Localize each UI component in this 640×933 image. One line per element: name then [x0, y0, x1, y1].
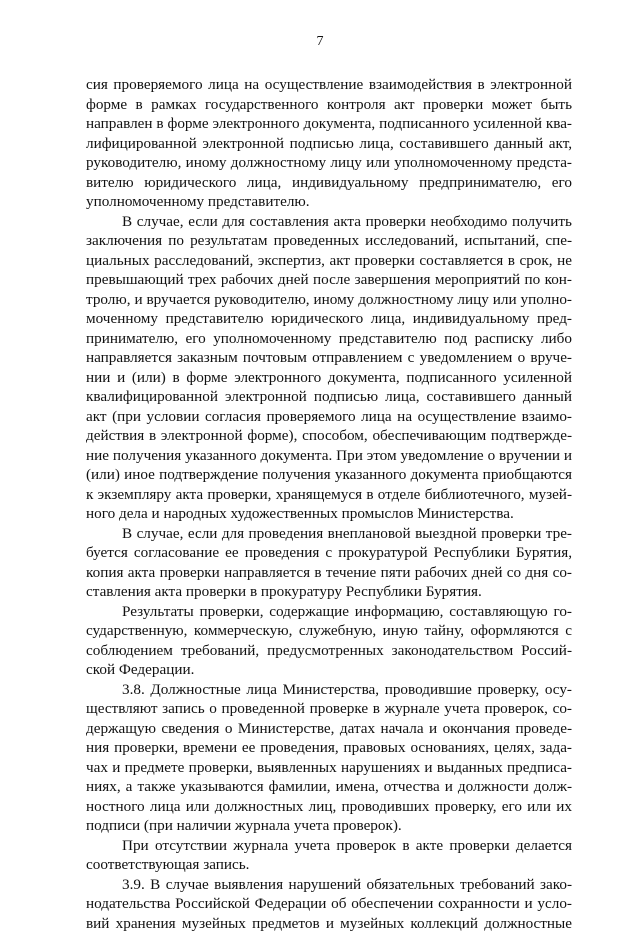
text-line: (или) иное подтверждение получения указанного документа приобщаются: [86, 465, 572, 485]
text-line: форме в рамках государственного контроля акт проверки может быть: [86, 95, 572, 115]
text-line: копия акта проверки направляется в течение пяти рабочих дней со дня со-: [86, 563, 572, 583]
text-line: 3.8. Должностные лица Министерства, проводившие проверку, осу-: [86, 680, 572, 700]
text-line: При отсутствии журнала учета проверок в акте проверки делается: [86, 836, 572, 856]
text-line: В случае, если для составления акта проверки необходимо получить: [86, 212, 572, 232]
text-line: акт (при условии согласия проверяемого лица на осуществление взаимо-: [86, 407, 572, 427]
text-line: соблюдением требований, предусмотренных законодательством Россий-: [86, 641, 572, 661]
text-line: к экземпляру акта проверки, хранящемуся в отделе библиотечного, музей-: [86, 485, 572, 505]
text-line: вий хранения музейных предметов и музейных коллекций должностные: [86, 914, 572, 933]
text-line: принимателю, его уполномоченному представителю под расписку либо: [86, 329, 572, 349]
text-line: ниях, а также указываются фамилии, имена, отчества и должности долж-: [86, 777, 572, 797]
text-line: сударственную, коммерческую, служебную, иную тайну, оформляются с: [86, 621, 572, 641]
text-line: нии и (или) в форме электронного документа, подписанного усиленной: [86, 368, 572, 388]
text-line: сия проверяемого лица на осуществление взаимодействия в электронной: [86, 75, 572, 95]
text-line: Результаты проверки, содержащие информацию, составляющую го-: [86, 602, 572, 622]
text-line: В случае, если для проведения внеплановой выездной проверки тре-: [86, 524, 572, 544]
text-line: вителю юридического лица, индивидуальному предпринимателю, его: [86, 173, 572, 193]
text-line: ния проверки, времени ее проведения, правовых основаниях, целях, зада-: [86, 738, 572, 758]
text-line: чах и предмете проверки, выявленных нарушениях и выданных предписа-: [86, 758, 572, 778]
text-line: циальных расследований, экспертиз, акт проверки составляется в срок, не: [86, 251, 572, 271]
text-line: руководителю, иному должностному лицу или уполномоченному предста-: [86, 153, 572, 173]
text-line: моченному представителю юридического лица, индивидуальному пред-: [86, 309, 572, 329]
text-line: тролю, и вручается руководителю, иному должностному лицу или уполно-: [86, 290, 572, 310]
text-line: ного дела и народных художественных промыслов Министерства.: [86, 504, 572, 524]
text-line: ние получения указанного документа. При этом уведомление о вручении и: [86, 446, 572, 466]
text-line: ставления акта проверки в прокуратуру Республики Бурятия.: [86, 582, 572, 602]
text-line: соответствующая запись.: [86, 855, 572, 875]
text-line: нодательства Российской Федерации об обеспечении сохранности и усло-: [86, 894, 572, 914]
text-line: лифицированной электронной подписью лица, составившего данный акт,: [86, 134, 572, 154]
text-line: 3.9. В случае выявления нарушений обязательных требований зако-: [86, 875, 572, 895]
text-line: квалифицированной электронной подписью лица, составившего данный: [86, 387, 572, 407]
text-line: ской Федерации.: [86, 660, 572, 680]
text-line: уполномоченному представителю.: [86, 192, 572, 212]
text-line: заключения по результатам проведенных исследований, испытаний, спе-: [86, 231, 572, 251]
text-line: действия в электронной форме), способом, обеспечивающим подтвержде-: [86, 426, 572, 446]
text-line: направляется заказным почтовым отправлением с уведомлением о вруче-: [86, 348, 572, 368]
text-line: направлен в форме электронного документа, подписанного усиленной ква-: [86, 114, 572, 134]
body-text: [86, 75, 572, 933]
text-line: буется согласование ее проведения с прокуратурой Республики Бурятия,: [86, 543, 572, 563]
text-line: держащую сведения о Министерстве, датах начала и окончания проведе-: [86, 719, 572, 739]
text-line: превышающий трех рабочих дней после завершения мероприятий по кон-: [86, 270, 572, 290]
text-line: ностного лица или должностных лиц, проводивших проверку, его или их: [86, 797, 572, 817]
page-number: 7: [0, 33, 640, 51]
text-line: ществляют запись о проведенной проверке в журнале учета проверок, со-: [86, 699, 572, 719]
text-line: подписи (при наличии журнала учета проверок).: [86, 816, 572, 836]
